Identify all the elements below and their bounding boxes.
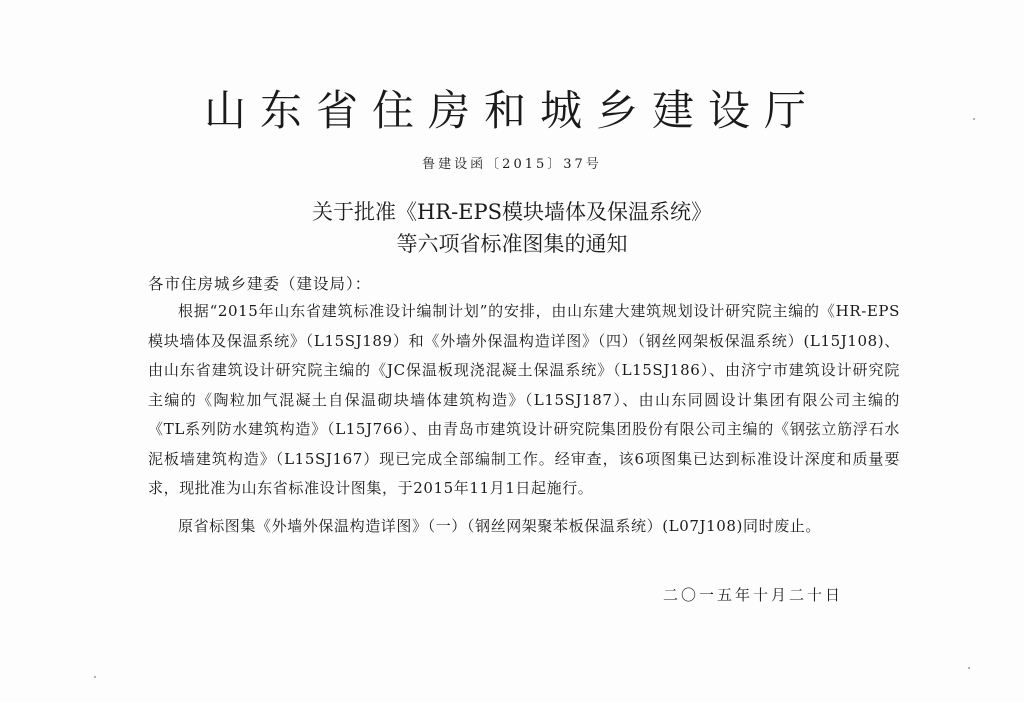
body-paragraph-2: 原省标图集《外墙外保温构造详图》（一）（钢丝网架聚苯板保温系统）(L07J108)同时废止。: [178, 517, 821, 535]
issuing-organization-title: 山东省住房和城乡建设厅: [203, 86, 820, 135]
salutation: 各市住房城乡建委（建设局）：: [148, 275, 372, 293]
body-paragraph-1: 根据“2015年山东省建筑标准设计编制计划”的安排，由山东建大建筑规划设计研究院主编的《HR-EPS模块墙体及保温系统》（L15SJ189）和《外墙外保温构造详图》（四）（钢丝网架板保温系统）(L15J108)、由山东省建筑设计研究院主编的《JC保温板现浇混凝土保温系统》（L15SJ186）、由济宁市建筑设计研究院主编的《陶粒加气混凝土自保温砌块墙体建筑构造》（L15SJ187）、由山东同圆设计集团有限公司主编的《TL系列防水建筑构造》（L15J766）、由青岛市建筑设计研究院集团股份有限公司主编的《钢弦立筋浮石水泥板墙建筑构造》（L15SJ167）现已完成全部编制工作。经审查，该6项图集已达到标准设计深度和质量要求，现批准为山东省标准设计图集，于2015年11月1日起施行。: [148, 302, 900, 497]
scan-speck: [94, 676, 96, 678]
scan-speck: [973, 118, 975, 120]
issue-date: 二〇一五年十月二十日: [663, 586, 844, 604]
subject-line-1: 关于批准《HR-EPS模块墙体及保温系统》: [311, 200, 713, 224]
document-number: 鲁建设函〔2015〕37号: [422, 157, 602, 172]
notice-subject: [0, 196, 1024, 260]
scan-speck: [968, 667, 970, 669]
subject-line-2: 等六项省标准图集的通知: [396, 232, 628, 256]
